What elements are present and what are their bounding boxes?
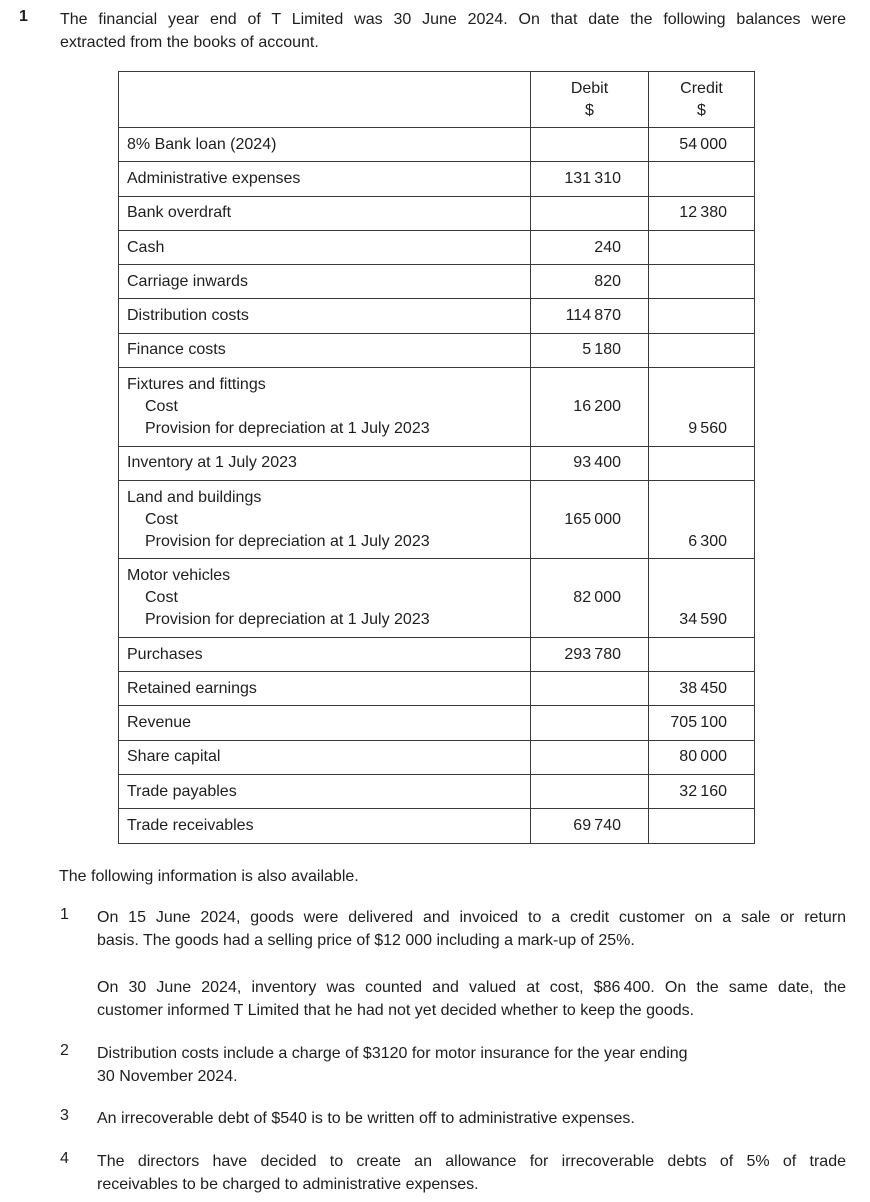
debit-value: 293 780 <box>530 638 648 671</box>
debit-value <box>530 706 648 739</box>
intro-line: The financial year end of T Limited was 30 June 2024. On that date the following balances were <box>60 11 846 28</box>
account-label: Trade receivables <box>127 817 254 834</box>
debit-cell <box>530 559 648 637</box>
account-label: Administrative expenses <box>127 169 301 187</box>
note-number: 3 <box>60 1107 69 1124</box>
debit-value <box>530 197 648 230</box>
account-subline: Provision for depreciation at 1 July 2023 <box>145 419 430 437</box>
credit-value: 705 100 <box>648 706 754 739</box>
debit-value: 114 870 <box>530 299 648 332</box>
note-paragraph <box>97 1107 846 1130</box>
account-label: Trade payables <box>127 782 237 800</box>
account-label-group <box>119 559 530 637</box>
empty-cell-line <box>649 396 754 418</box>
credit-value <box>648 231 754 264</box>
empty-cell-line <box>649 565 754 587</box>
account-label-group <box>119 368 530 446</box>
table-row <box>119 367 754 446</box>
table-row <box>119 480 754 559</box>
table-row <box>119 333 754 367</box>
table-row <box>119 230 754 264</box>
credit-value <box>648 447 754 480</box>
table-row <box>119 264 754 298</box>
intro-paragraph <box>60 8 846 54</box>
account-label: Cash <box>127 238 165 256</box>
account-label: Distribution costs <box>127 307 249 325</box>
credit-value <box>648 638 754 671</box>
account-label: Land and buildings <box>127 488 262 506</box>
debit-column-header <box>530 72 648 127</box>
question-number: 1 <box>19 8 28 25</box>
credit-value: 12 380 <box>648 197 754 230</box>
empty-cell-line <box>531 487 648 509</box>
currency-symbol: $ <box>585 101 594 119</box>
note-line: basis. The goods had a selling price of $12 000 including a mark-up of 25%. <box>97 932 635 949</box>
debit-value <box>530 741 648 774</box>
note-line: customer informed T Limited that he had not yet decided whether to keep the goods. <box>97 1002 695 1019</box>
empty-cell-line <box>531 609 648 631</box>
table-row <box>119 740 754 774</box>
table-row <box>119 637 754 671</box>
currency-symbol: $ <box>697 101 706 119</box>
account-label: Retained earnings <box>127 679 257 697</box>
account-label: Fixtures and fittings <box>127 376 266 394</box>
note-paragraph <box>97 906 846 952</box>
account-label: Purchases <box>127 645 203 663</box>
note-number: 1 <box>60 906 69 923</box>
debit-value: 69 740 <box>530 809 648 842</box>
table-row <box>119 808 754 842</box>
table-row <box>119 161 754 195</box>
note-number: 2 <box>60 1042 69 1059</box>
account-subline: Cost <box>145 397 178 415</box>
debit-value: 16 200 <box>573 397 621 415</box>
credit-value: 34 590 <box>679 611 727 629</box>
credit-cell <box>648 368 754 446</box>
debit-header-label: Debit <box>570 79 609 97</box>
debit-value <box>530 128 648 161</box>
debit-value <box>530 672 648 705</box>
credit-header-label: Credit <box>680 79 723 97</box>
account-label-group <box>119 481 530 559</box>
credit-value: 32 160 <box>648 775 754 808</box>
credit-value <box>648 334 754 367</box>
credit-value: 38 450 <box>648 672 754 705</box>
account-label: Finance costs <box>127 341 226 359</box>
empty-cell-line <box>649 487 754 509</box>
table-row <box>119 127 754 161</box>
credit-cell <box>648 481 754 559</box>
credit-value <box>648 265 754 298</box>
debit-value: 820 <box>530 265 648 298</box>
note-line: receivables to be charged to administrative expenses. <box>97 1176 479 1193</box>
account-column-header <box>119 72 530 127</box>
table-header-row <box>119 72 754 127</box>
account-subline: Provision for depreciation at 1 July 2023 <box>145 532 430 550</box>
account-subline: Provision for depreciation at 1 July 2023 <box>145 611 430 629</box>
note-paragraph <box>97 1150 846 1196</box>
credit-value: 54 000 <box>648 128 754 161</box>
notes-heading: The following information is also available. <box>59 868 359 885</box>
account-subline: Cost <box>145 589 178 607</box>
credit-value: 6 300 <box>688 532 727 550</box>
account-subline: Cost <box>145 510 178 528</box>
credit-value <box>648 162 754 195</box>
debit-value <box>530 775 648 808</box>
note-line: On 15 June 2024, goods were delivered and invoiced to a credit customer on a sale or return <box>97 909 846 926</box>
credit-value <box>648 299 754 332</box>
note-line: On 30 June 2024, inventory was counted and valued at cost, $86 400. On the same date, the <box>97 979 846 996</box>
note-number: 4 <box>60 1150 69 1167</box>
debit-value: 240 <box>530 231 648 264</box>
empty-cell-line <box>531 374 648 396</box>
intro-line: extracted from the books of account. <box>60 34 319 51</box>
table-row <box>119 774 754 808</box>
note-line: 30 November 2024. <box>97 1068 238 1085</box>
empty-cell-line <box>531 565 648 587</box>
credit-value: 9 560 <box>688 419 727 437</box>
empty-cell-line <box>531 531 648 553</box>
account-label: Bank overdraft <box>127 204 232 222</box>
credit-value <box>648 809 754 842</box>
account-label: Motor vehicles <box>127 567 231 585</box>
table-row <box>119 446 754 480</box>
debit-cell <box>530 481 648 559</box>
empty-cell-line <box>531 418 648 440</box>
debit-value: 82 000 <box>573 589 621 607</box>
account-label: Share capital <box>127 748 221 766</box>
table-row <box>119 705 754 739</box>
account-label: Carriage inwards <box>127 272 248 290</box>
trial-balance-table <box>118 71 755 844</box>
credit-cell <box>648 559 754 637</box>
table-row <box>119 671 754 705</box>
note-line: Distribution costs include a charge of $3120 for motor insurance for the year ending <box>97 1045 688 1062</box>
table-row <box>119 196 754 230</box>
note-paragraph <box>97 1042 846 1088</box>
empty-cell-line <box>649 587 754 609</box>
account-label: Revenue <box>127 714 192 732</box>
account-label: 8% Bank loan (2024) <box>127 135 277 153</box>
note-line: An irrecoverable debt of $540 is to be written off to administrative expenses. <box>97 1110 635 1127</box>
credit-column-header <box>648 72 754 127</box>
empty-cell-line <box>649 509 754 531</box>
note-line: The directors have decided to create an allowance for irrecoverable debts of 5% of trade <box>97 1153 846 1170</box>
table-row <box>119 298 754 332</box>
note-paragraph <box>97 976 846 1022</box>
debit-value: 5 180 <box>530 334 648 367</box>
debit-value: 93 400 <box>530 447 648 480</box>
account-label: Inventory at 1 July 2023 <box>127 454 297 472</box>
empty-cell-line <box>649 374 754 396</box>
credit-value: 80 000 <box>648 741 754 774</box>
table-row <box>119 558 754 637</box>
debit-cell <box>530 368 648 446</box>
debit-value: 165 000 <box>564 510 621 528</box>
debit-value: 131 310 <box>530 162 648 195</box>
